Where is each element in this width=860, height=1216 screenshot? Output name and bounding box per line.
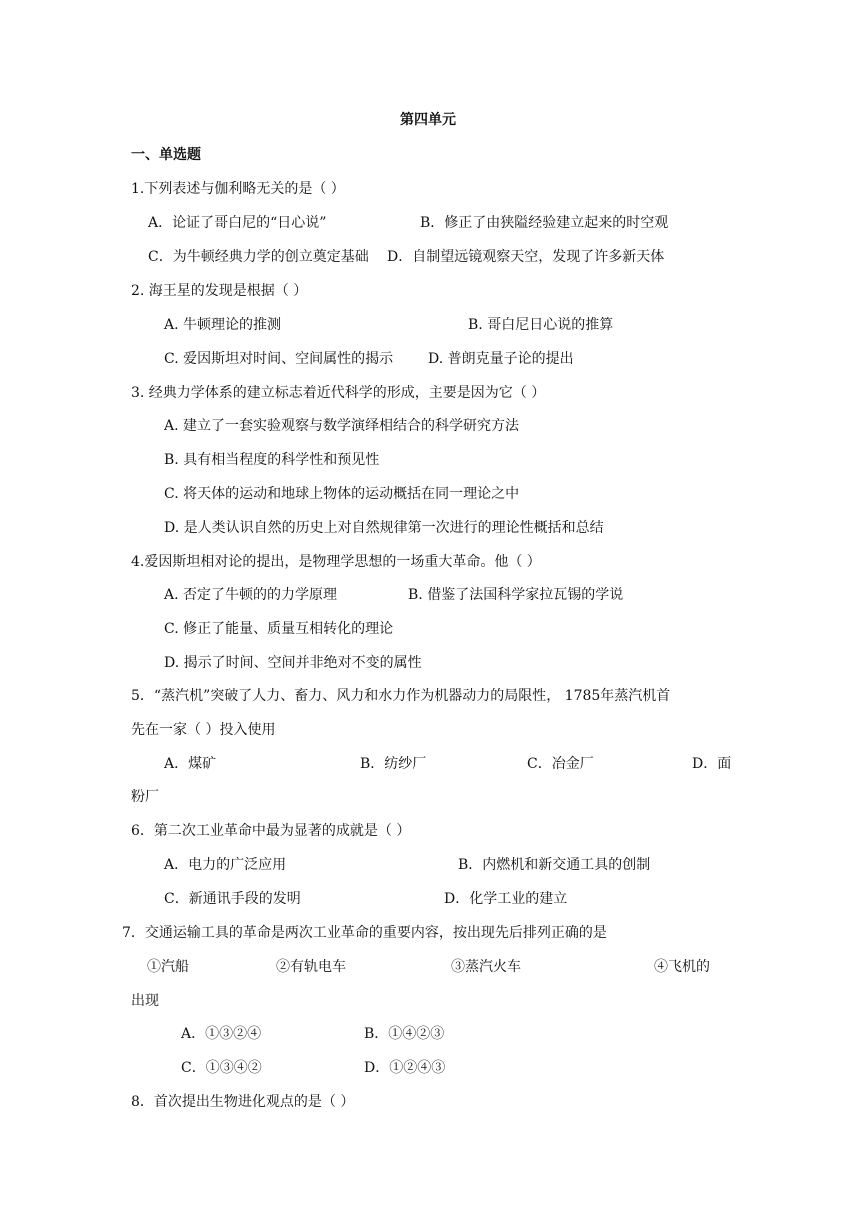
- page-title: 第四单元: [400, 112, 456, 128]
- question-6-stem: 6．第二次工业革命中最为显著的成就是（ ）: [131, 823, 411, 839]
- question-3-option-d: D. 是人类认识自然的历史上对自然规律第一次进行的理论性概括和总结: [164, 520, 604, 536]
- question-2-option-d: D. 普朗克量子论的提出: [428, 351, 574, 367]
- question-7-option-a: A．①③②④: [181, 1026, 262, 1042]
- question-7-stem: 7．交通运输工具的革命是两次工业革命的重要内容，按出现先后排列正确的是: [122, 925, 607, 941]
- question-7-item-4: ④飞机的: [654, 959, 710, 975]
- question-1-stem: 1.下列表述与伽利略无关的是（ ）: [131, 181, 345, 197]
- question-2-stem: 2. 海王星的发现是根据（ ）: [131, 283, 308, 299]
- question-7-item-3: ③蒸汽火车: [451, 959, 521, 975]
- question-5-option-b: B．纺纱厂: [360, 756, 427, 772]
- question-4-option-a: A. 否定了牛顿的的力学原理: [164, 587, 338, 603]
- question-3-stem: 3. 经典力学体系的建立标志着近代科学的形成，主要是因为它（ ）: [131, 385, 546, 401]
- question-1-option-d: D．自制望远镜观察天空，发现了许多新天体: [387, 249, 665, 265]
- question-6-option-d: D．化学工业的建立: [444, 891, 568, 907]
- question-7-item-2: ②有轨电车: [276, 959, 346, 975]
- question-4-option-b: B. 借鉴了法国科学家拉瓦锡的学说: [408, 587, 624, 603]
- question-4-option-d: D. 揭示了时间、空间并非绝对不变的属性: [164, 655, 422, 671]
- question-1-option-b: B．修正了由狭隘经验建立起来的时空观: [420, 215, 669, 231]
- question-5-option-a: A．煤矿: [164, 756, 217, 772]
- question-7-item-4-continued: 出现: [131, 993, 159, 1009]
- question-6-option-a: A．电力的广泛应用: [164, 857, 287, 873]
- question-7-option-d: D．①②④③: [364, 1060, 446, 1076]
- question-7-item-1: ①汽船: [147, 959, 189, 975]
- question-3-option-b: B. 具有相当程度的科学性和预见性: [164, 452, 380, 468]
- question-2-option-c: C. 爱因斯坦对时间、空间属性的揭示: [164, 351, 394, 367]
- question-3-option-a: A. 建立了一套实验观察与数学演绎相结合的科学研究方法: [164, 418, 520, 434]
- question-2-option-a: A. 牛顿理论的推测: [164, 317, 282, 333]
- question-5-option-d: D．面: [692, 756, 732, 772]
- question-1-option-a: A．论证了哥白尼的“日心说”: [148, 215, 327, 231]
- question-5-stem-line-1: 5．“蒸汽机”突破了人力、畜力、风力和水力作为机器动力的局限性， 1785年蒸汽机首: [131, 688, 671, 704]
- question-2-option-b: B. 哥白尼日心说的推算: [468, 317, 614, 333]
- question-3-option-c: C. 将天体的运动和地球上物体的运动概括在同一理论之中: [164, 486, 520, 502]
- question-6-option-c: C．新通讯手段的发明: [164, 891, 301, 907]
- question-5-option-c: C．冶金厂: [527, 756, 594, 772]
- question-7-option-b: B．①④②③: [364, 1026, 445, 1042]
- question-4-option-c: C. 修正了能量、质量互相转化的理论: [164, 621, 394, 637]
- question-6-option-b: B．内燃机和新交通工具的创制: [458, 857, 651, 873]
- question-5-option-d-continued: 粉厂: [131, 789, 159, 805]
- section-heading: 一、单选题: [131, 147, 201, 163]
- question-5-stem-line-2: 先在一家（ ）投入使用: [131, 722, 276, 738]
- question-8-stem: 8．首次提出生物进化观点的是（ ）: [131, 1094, 355, 1110]
- question-7-option-c: C．①③④②: [181, 1060, 262, 1076]
- question-4-stem: 4.爱因斯坦相对论的提出，是物理学思想的一场重大革命。他（ ）: [131, 554, 541, 570]
- question-1-option-c: C．为牛顿经典力学的创立奠定基础: [148, 249, 369, 265]
